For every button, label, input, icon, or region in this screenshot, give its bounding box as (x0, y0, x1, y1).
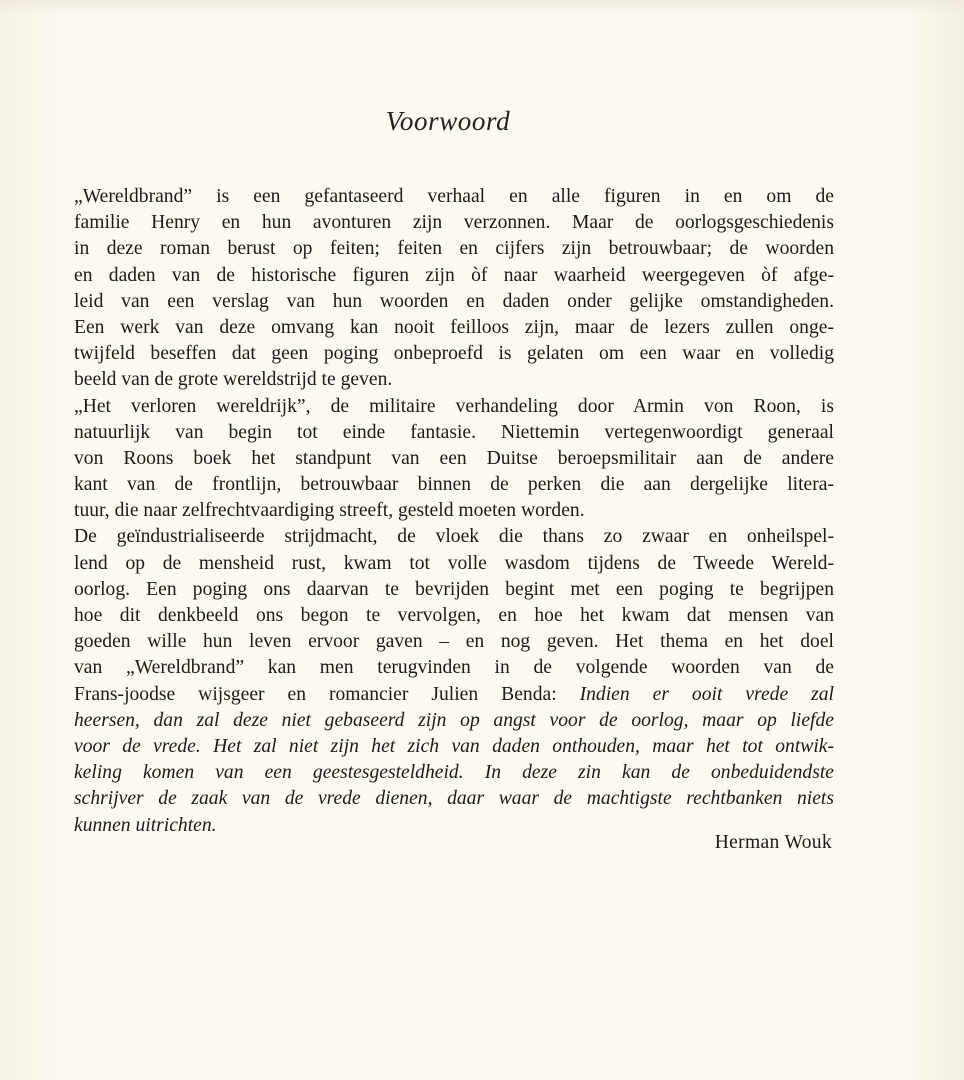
text-line (74, 708, 834, 734)
foreword-body (74, 184, 834, 839)
text-segment: in deze roman berust op feiten; feiten en cijfers zijn betrouwbaar; de woorden (74, 238, 834, 260)
text-line (74, 367, 834, 393)
text-line (74, 603, 834, 629)
text-line (74, 760, 834, 786)
text-segment: familie Henry en hun avonturen zijn verzonnen. Maar de oorlogsgeschiedenis (74, 212, 834, 234)
text-segment: lend op de mensheid rust, kwam tot volle wasdom tijdens de Tweede Wereld- (74, 552, 834, 574)
text-segment: goeden wille hun leven ervoor gaven – en nog geven. Het thema en het doel (74, 631, 834, 653)
text-segment: kant van de frontlijn, betrouwbaar binnen de perken die aan dergelijke litera- (74, 474, 834, 496)
text-line (74, 184, 834, 210)
quote-segment: voor de vrede. Het zal niet zijn het zich van daden onthouden, maar het tot ontwik- (74, 735, 834, 757)
text-line (74, 498, 834, 524)
text-segment: twijfeld beseffen dat geen poging onbeproefd is gelaten om een waar en volledig (74, 343, 834, 365)
text-segment: „Wereldbrand” is een gefantaseerd verhaal en alle figuren in en om de (74, 186, 834, 207)
text-line (74, 629, 834, 655)
text-segment: De geïndustrialiseerde strijdmacht, de vloek die thans zo zwaar en onheilspel- (74, 526, 834, 548)
text-line (74, 655, 834, 681)
text-segment: beeld van de grote wereldstrijd te geven. (74, 369, 393, 391)
text-line (74, 472, 834, 498)
author-signature: Herman Wouk (714, 832, 832, 853)
text-segment: oorlog. Een poging ons daarvan te bevrijden begint met een poging te begrijpen (74, 578, 834, 600)
text-segment: tuur, die naar zelfrechtvaardiging streeft, gesteld moeten worden. (74, 500, 585, 522)
text-segment: Frans-joodse wijsgeer en romancier Julien Benda: (74, 683, 580, 705)
quote-segment: keling komen van een geestesgesteldheid. In deze zin kan de onbeduidendste (74, 762, 834, 784)
text-segment: hoe dit denkbeeld ons begon te vervolgen, en hoe het kwam dat mensen van (74, 605, 834, 626)
text-line (74, 210, 834, 236)
text-segment: en daden van de historische figuren zijn òf naar waarheid weergegeven òf afge- (74, 264, 834, 286)
text-line (74, 263, 834, 289)
text-line (74, 394, 834, 420)
text-line (74, 236, 834, 262)
text-line (74, 341, 834, 367)
quote-segment: heersen, dan zal deze niet gebaseerd zijn op angst voor de oorlog, maar op liefde (74, 709, 834, 731)
page-title: Voorwoord (385, 106, 511, 136)
text-line (74, 289, 834, 315)
text-segment: von Roons boek het standpunt van een Duitse beroepsmilitair aan de andere (74, 447, 834, 469)
text-line (74, 682, 834, 708)
text-segment: natuurlijk van begin tot einde fantasie. Niettemin vertegenwoordigt generaal (74, 421, 834, 443)
page-top-edge (0, 0, 964, 14)
quote-segment: schrijver de zaak van de vrede dienen, daar waar de machtigste rechtbanken niets (74, 788, 834, 810)
text-line (74, 524, 834, 550)
text-segment: van „Wereldbrand” kan men terugvinden in de volgende woorden van de (74, 657, 834, 679)
text-line (74, 786, 834, 812)
text-segment: Een werk van deze omvang kan nooit feilloos zijn, maar de lezers zullen onge- (74, 316, 834, 338)
text-line (74, 734, 834, 760)
text-line (74, 315, 834, 341)
text-segment: leid van een verslag van hun woorden en daden onder gelijke omstandigheden. (74, 290, 834, 312)
text-segment: „Het verloren wereldrijk”, de militaire verhandeling door Armin von Roon, is (74, 395, 834, 417)
text-line (74, 420, 834, 446)
quote-segment: Indien er ooit vrede zal (579, 683, 834, 705)
quote-segment: kunnen uitrichten. (74, 814, 217, 836)
text-line (74, 446, 834, 472)
text-line (74, 551, 834, 577)
text-line (74, 577, 834, 603)
